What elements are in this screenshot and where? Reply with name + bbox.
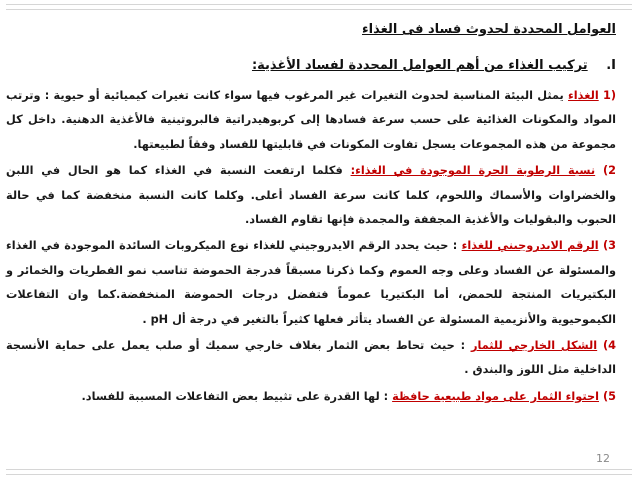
top-border-decoration [6, 4, 632, 10]
factor-item-text: : حيث يحدد الرقم الايدروجيني للغذاء نوع الميكروبات السائدة الموجودة في الغذاء والمسئولة عن الفساد وعلى وجه العموم وكما ذكرنا مسبقاً فدرجة الحموضة تناسب نمو الفطريات والخمائر و البكتيريات المنتجة للحمض، أما البكتيريا عموماً فتفضل درجات الحموضة المنخفضة.كما وان التفاعلات الكيموحيوية والأنزيمية المسئولة عن الفساد يتأثر فعلها كثيراً بالتغير في درجة أل pH . [6, 239, 616, 326]
factor-item-term: احتواء الثمار على مواد طبيعية حافظة [392, 389, 600, 403]
factor-item-number: 2) [602, 164, 617, 178]
factor-item-number: (1 [602, 89, 616, 102]
section-number: I. [606, 58, 616, 73]
factor-item-5 [6, 385, 616, 409]
factor-item-4 [6, 334, 616, 383]
slide-title: العوامل المحددة لحدوث فساد فى الغذاء [362, 22, 616, 37]
factor-item-2 [6, 159, 616, 232]
factor-item-text: يمثل البيئة المناسبة لحدوث التغيرات غير المرغوب فيها سواء كانت تغيرات كيميائية أو حيوية : وترتب المواد والمكونات الغذائية على حسب سرعة فسادها إلى كربوهيدراتية فالبروتينية فالأغذية الدهنية. داخل كل مجموعة من هذه المجموعات يسجل تفاوت المكونات في قابليتها للفساد وفقاً لطبيعتها. [6, 89, 616, 151]
page-number: 12 [596, 452, 610, 465]
factor-item-term: الشكل الخارجي للثمار [470, 339, 598, 353]
factor-item-number: 5) [602, 389, 616, 403]
bottom-border-decoration [6, 469, 632, 475]
factor-item-term: الغذاء [568, 89, 599, 102]
factor-item-text: : حيث تحاط بعض الثمار بغلاف خارجي سميك أو صلب يعمل على حماية الأنسجة الداخلية مثل اللوز والبندق . [6, 339, 616, 377]
factor-item-3 [6, 234, 616, 332]
section-heading [16, 58, 616, 73]
factor-item-term: الرقم الايدروجيني للغذاء [461, 239, 599, 253]
factor-item-number: 4) [602, 339, 617, 353]
factor-item-number: 3) [602, 239, 616, 253]
factor-item-term: نسبة الرطوبة الحرة الموجودة في الغذاء: [350, 164, 596, 178]
factor-list [6, 84, 616, 411]
section-heading-text: تركيب الغذاء من أهم العوامل المحددة لفساد الأغذية: [251, 58, 588, 73]
factor-item-text: فكلما ارتفعت النسبة في الغذاء كما هو الحال في اللبن والخضراوات والأسماك واللحوم، كلما كانت سرعة الفساد أعلى. وكلما كانت النسبة منخفضة كما في حالة الحبوب والبقوليات والأغذية المجففة والمجمدة فإنها تقاوم الفساد. [6, 164, 616, 227]
factor-item-1 [6, 84, 616, 157]
factor-item-text: : لها القدرة على تثبيط بعض التفاعلات المسببة للفساد. [81, 389, 389, 403]
